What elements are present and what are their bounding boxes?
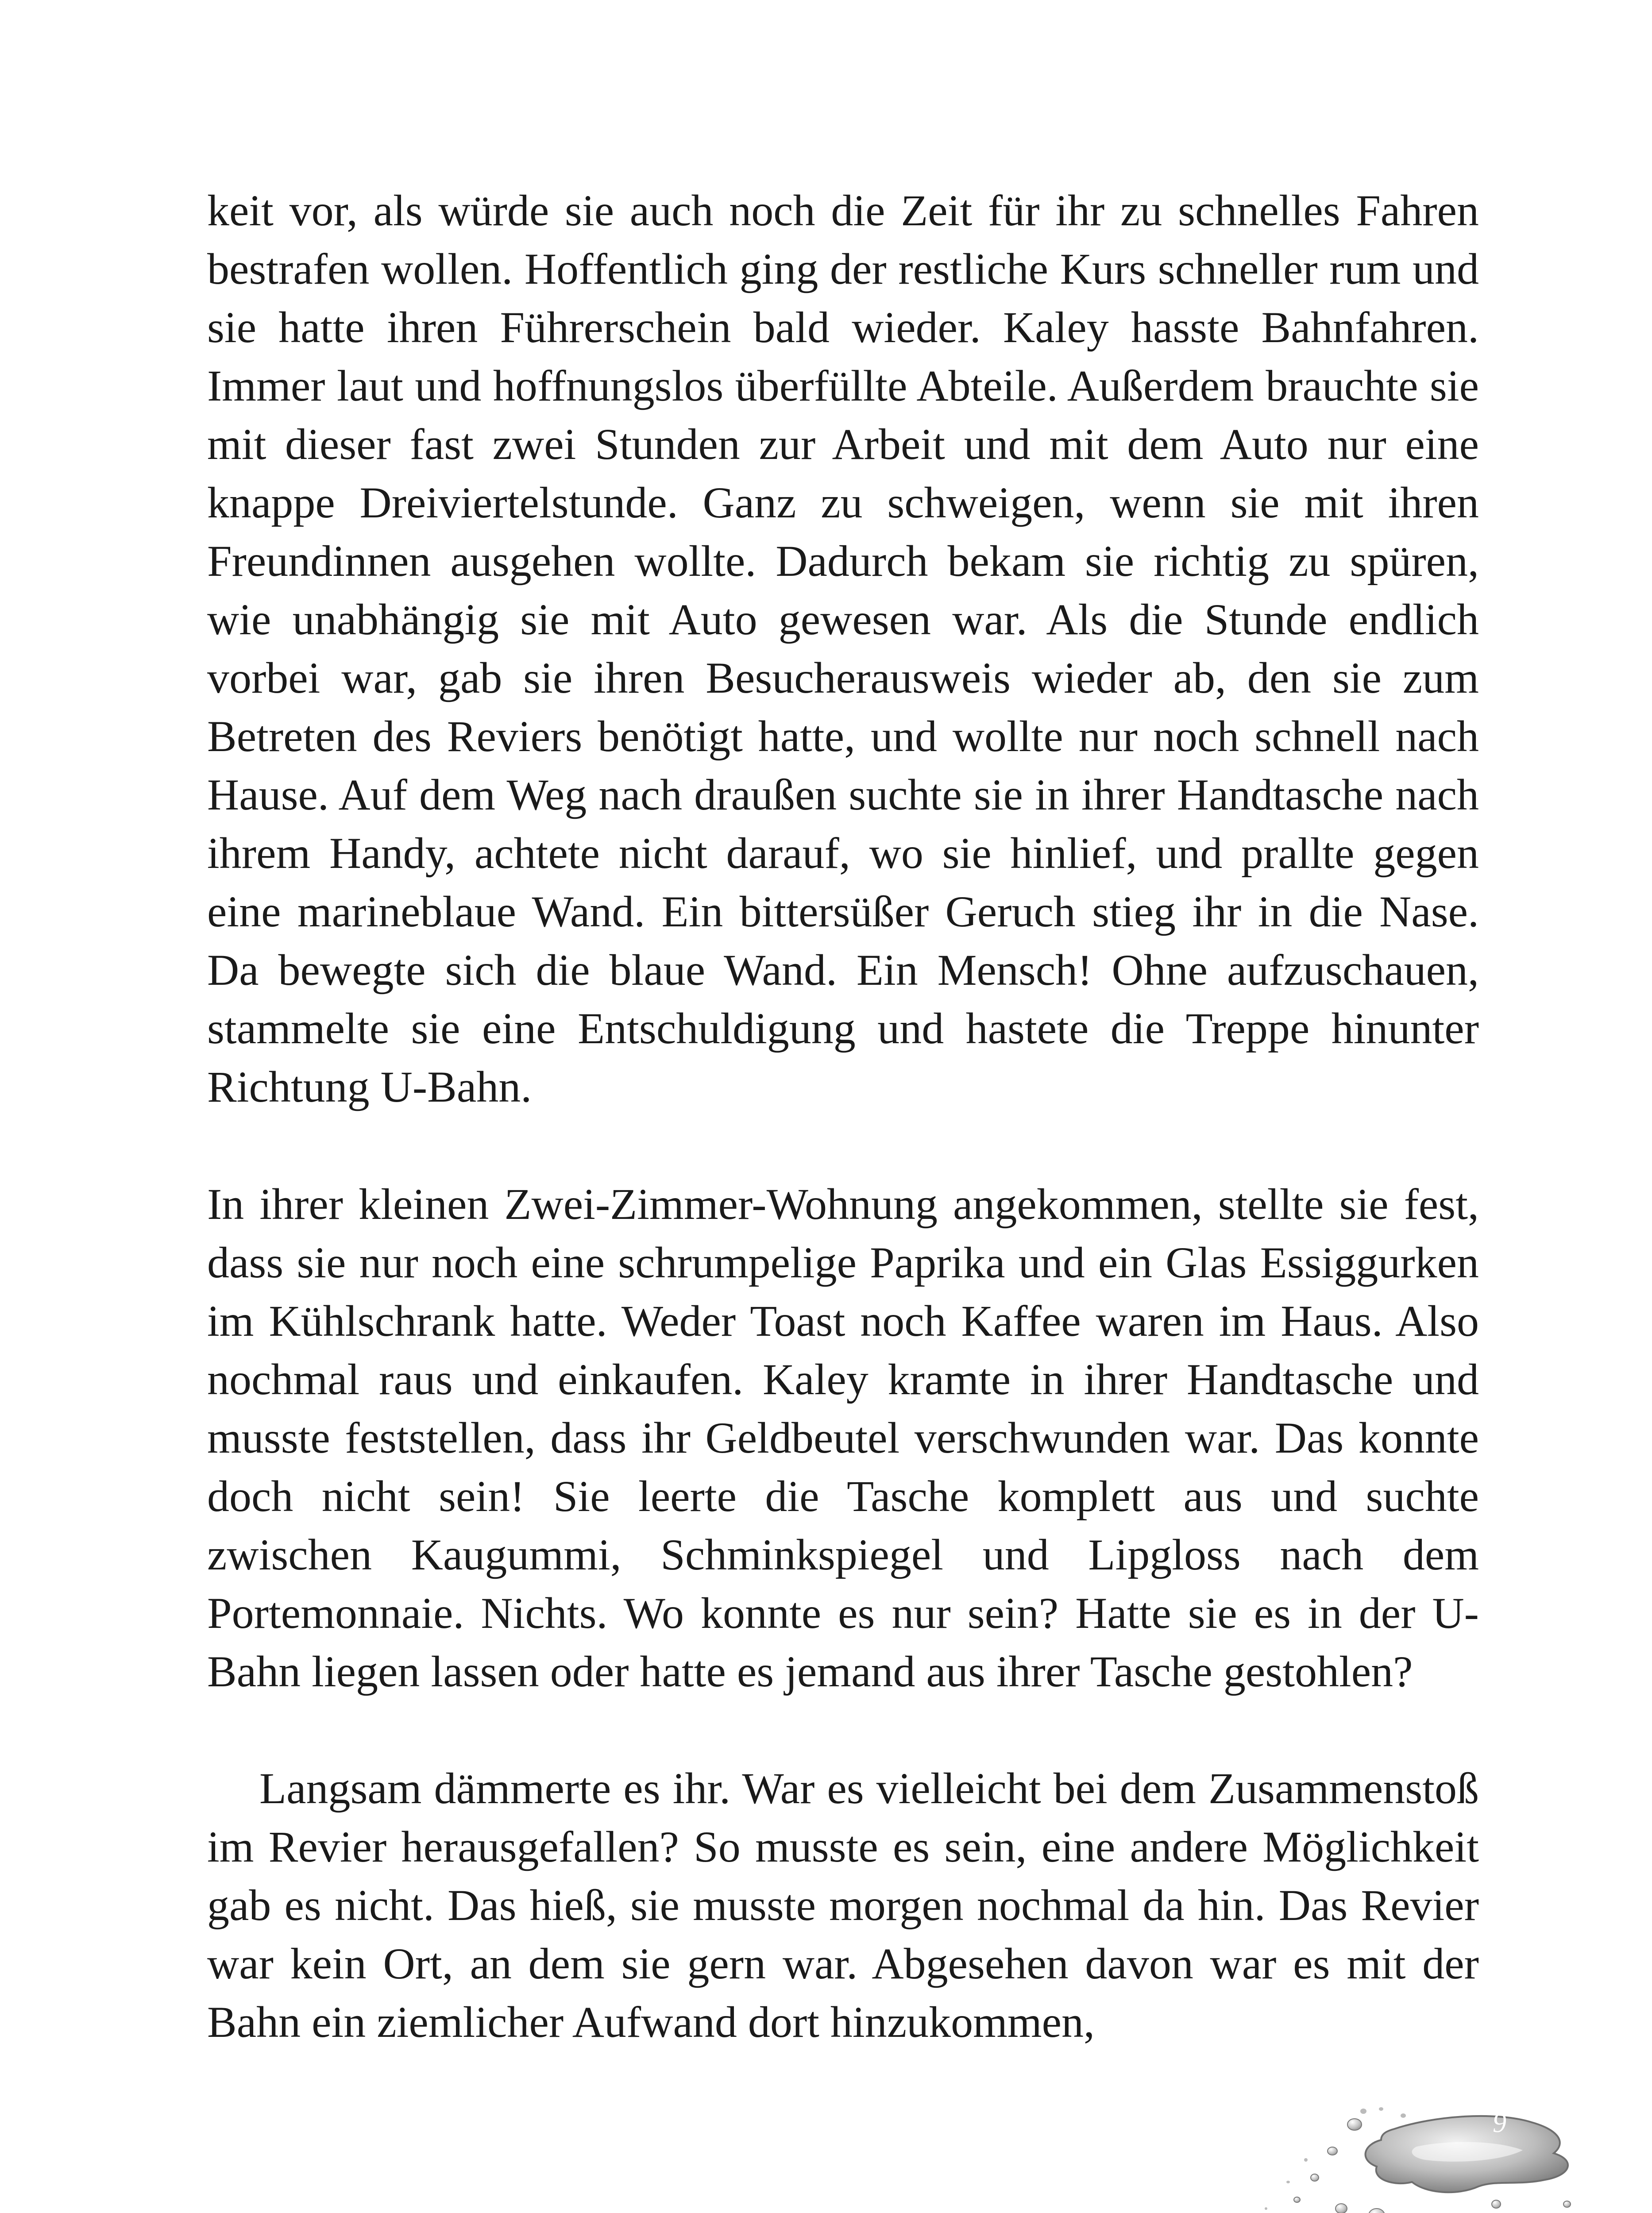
water-splash-icon (1248, 2098, 1585, 2213)
page-number: 9 (1493, 2108, 1506, 2138)
paragraph-2: In ihrer kleinen Zwei-Zimmer-Wohnung angekommen, stellte sie fest, dass sie nur noch eine schrumpelige Paprika und ein Glas Essiggurken im Kühlschrank hatte. Weder Toast noch Kaffee waren im Haus. Also nochmal raus und einkaufen. Kaley kramte in ihrer Handtasche und musste feststellen, dass ihr Geldbeutel verschwunden war. Das konnte doch nicht sein! Sie leerte die Tasche komplett aus und suchte zwischen Kaugummi, Schminkspiegel und Lipgloss nach dem Portemonnaie. Nichts. Wo konnte es nur sein? Hatte sie es in der U-Bahn liegen lassen oder hatte es jemand aus ihrer Tasche gestohlen? (207, 1180, 1479, 1696)
paragraph-3: Langsam dämmerte es ihr. War es vielleicht bei dem Zusammenstoß im Revier herausgefallen? So musste es sein, eine andere Möglichkeit gab es nicht. Das hieß, sie musste morgen nochmal da hin. Das Revier war kein Ort, an dem sie gern war. Abgesehen davon war es mit der Bahn ein ziemlicher Aufwand dort hinzukommen, (207, 1764, 1479, 2047)
paragraph-1: keit vor, als würde sie auch noch die Zeit für ihr zu schnelles Fahren bestrafen wollen. Hoffentlich ging der restliche Kurs schneller rum und sie hatte ihren Führerschein bald wieder. Kaley hasste Bahnfahren. Immer laut und hoffnungslos überfüllte Abteile. Außerdem brauchte sie mit dieser fast zwei Stunden zur Arbeit und mit dem Auto nur eine knappe Dreiviertelstunde. Ganz zu schweigen, wenn sie mit ihren Freundinnen ausgehen wollte. Dadurch bekam sie richtig zu spüren, wie unabhängig sie mit Auto gewesen war. Als die Stunde endlich vorbei war, gab sie ihren Besucherausweis wieder ab, den sie zum Betreten des Reviers benötigt hatte, und wollte nur noch schnell nach Hause. Auf dem Weg nach draußen suchte sie in ihrer Handtasche nach ihrem Handy, achtete nicht darauf, wo sie hinlief, und prallte gegen eine marineblaue Wand. Ein bittersüßer Geruch stieg ihr in die Nase. Da bewegte sich die blaue Wand. Ein Mensch! Ohne aufzuschauen, stammelte sie eine Entschuldigung und hastete die Treppe hinunter Richtung U-Bahn. (207, 186, 1479, 1111)
paragraph-1-block (207, 181, 1479, 1116)
paragraph-3-block (207, 1759, 1479, 2051)
paragraph-2-block (207, 1175, 1479, 1701)
